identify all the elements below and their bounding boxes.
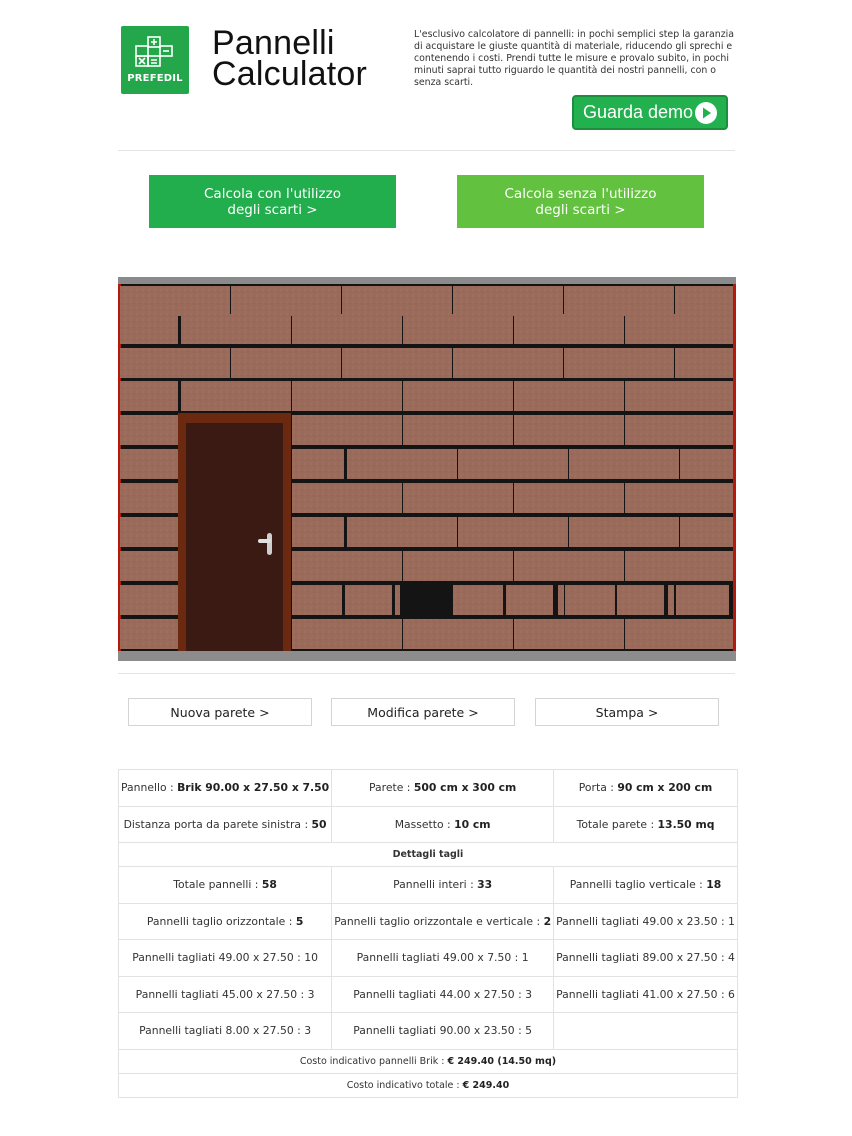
wall-top-edge bbox=[118, 277, 736, 285]
brick-panel bbox=[625, 381, 733, 411]
brick-panel bbox=[558, 585, 564, 615]
brick-panel bbox=[458, 517, 568, 547]
brick-panel bbox=[668, 585, 674, 615]
brick-panel bbox=[292, 619, 402, 649]
wall-divider bbox=[118, 673, 735, 674]
header-divider bbox=[118, 150, 735, 151]
brick-panel bbox=[395, 585, 400, 615]
total-panels-cell: Totale pannelli : 58 bbox=[119, 867, 332, 904]
wall-size-cell: Parete : 500 cm x 300 cm bbox=[332, 770, 554, 807]
brick-panel bbox=[231, 348, 341, 378]
cut-size-cell: Pannelli tagliati 44.00 x 27.50 : 3 bbox=[332, 976, 554, 1013]
brick-panel bbox=[231, 286, 341, 316]
empty-cell bbox=[554, 1013, 738, 1050]
watch-demo-label: Guarda demo bbox=[583, 102, 694, 122]
brick-panel bbox=[514, 415, 624, 445]
brick-panel bbox=[292, 517, 344, 547]
table-row bbox=[119, 1073, 738, 1097]
cut-details-heading: Dettagli tagli bbox=[119, 843, 738, 867]
door-handle bbox=[267, 533, 272, 555]
brick-panel bbox=[625, 551, 733, 581]
brick-panel bbox=[680, 517, 733, 547]
brick-panel bbox=[120, 551, 178, 581]
wall-right-edge bbox=[733, 284, 736, 651]
brick-panel bbox=[292, 314, 402, 344]
brick-panel bbox=[569, 517, 679, 547]
cut-size-cell: Pannelli tagliati 8.00 x 27.50 : 3 bbox=[119, 1013, 332, 1050]
brick-panel bbox=[181, 314, 291, 344]
brick-panel bbox=[120, 619, 178, 649]
total-cost-cell: Costo indicativo totale : € 249.40 bbox=[119, 1073, 738, 1097]
screed-floor bbox=[118, 651, 736, 661]
brick-panel bbox=[514, 551, 624, 581]
brick-panel bbox=[676, 585, 729, 615]
door-handle-lever bbox=[258, 539, 271, 543]
cut-size-cell: Pannelli tagliati 49.00 x 27.50 : 10 bbox=[119, 940, 332, 977]
horizontal-cut-cell: Pannelli taglio orizzontale : 5 bbox=[119, 903, 332, 940]
new-wall-button[interactable]: Nuova parete > bbox=[128, 698, 312, 726]
screed-cell: Massetto : 10 cm bbox=[332, 806, 554, 843]
cut-size-cell: Pannelli tagliati 90.00 x 23.50 : 5 bbox=[332, 1013, 554, 1050]
title-line-1: Pannelli bbox=[212, 24, 335, 62]
brick-panel bbox=[565, 585, 615, 615]
total-wall-cell: Totale parete : 13.50 mq bbox=[554, 806, 738, 843]
brick-panel bbox=[120, 415, 178, 445]
brick-panel bbox=[506, 585, 553, 615]
table-row bbox=[119, 940, 738, 977]
cut-size-cell: Pannelli tagliati 45.00 x 27.50 : 3 bbox=[119, 976, 332, 1013]
calculator-icon bbox=[135, 36, 175, 68]
table-row bbox=[119, 903, 738, 940]
brick-panel bbox=[564, 348, 674, 378]
vertical-cut-cell: Pannelli taglio verticale : 18 bbox=[554, 867, 738, 904]
cut-size-cell: Pannelli tagliati 89.00 x 27.50 : 4 bbox=[554, 940, 738, 977]
brick-panel bbox=[120, 286, 230, 316]
both-cut-cell: Pannelli taglio orizzontale e verticale : 2 bbox=[332, 903, 554, 940]
brick-panel bbox=[120, 585, 178, 615]
edit-wall-button[interactable]: Modifica parete > bbox=[331, 698, 515, 726]
brick-panel bbox=[292, 551, 402, 581]
brick-panel bbox=[120, 449, 178, 479]
brick-panel bbox=[617, 585, 664, 615]
brick-panel bbox=[403, 314, 513, 344]
intro-description: L'esclusivo calcolatore di pannelli: in pochi semplici step la garanzia di acquistare le giuste quantità di materiale, riducendo gli sprechi e contenendo i costi. Prendi tutte le misure e provalo subito, in pochi minuti saprai tutto riguardo le quantità dei nostri pannelli, con o senza scarti. bbox=[414, 29, 734, 88]
brick-panel bbox=[453, 585, 503, 615]
brick-panel bbox=[292, 483, 402, 513]
brick-panel bbox=[292, 415, 402, 445]
brick-panel bbox=[403, 415, 513, 445]
brick-panel bbox=[675, 348, 733, 378]
brick-panel bbox=[120, 517, 178, 547]
table-row bbox=[119, 976, 738, 1013]
brick-panel bbox=[625, 483, 733, 513]
page-title bbox=[212, 24, 368, 93]
brick-panel bbox=[680, 449, 733, 479]
brick-panel bbox=[453, 348, 563, 378]
prefedil-logo bbox=[121, 26, 189, 94]
table-row bbox=[119, 843, 738, 867]
brick-panel bbox=[120, 483, 178, 513]
brick-panel bbox=[347, 517, 457, 547]
table-row bbox=[119, 806, 738, 843]
brick-panel bbox=[514, 619, 624, 649]
brick-panel bbox=[625, 415, 733, 445]
brick-panel bbox=[453, 286, 563, 316]
cut-size-cell: Pannelli tagliati 49.00 x 23.50 : 1 bbox=[554, 903, 738, 940]
whole-panels-cell: Pannelli interi : 33 bbox=[332, 867, 554, 904]
wall-preview bbox=[118, 277, 736, 661]
brick-panel bbox=[292, 381, 402, 411]
calculate-with-scraps-button[interactable]: Calcola con l'utilizzo degli scarti > bbox=[149, 175, 396, 228]
brick-panel bbox=[403, 551, 513, 581]
table-row bbox=[119, 1013, 738, 1050]
brick-panel bbox=[292, 449, 344, 479]
brick-panel bbox=[120, 314, 178, 344]
brick-panel bbox=[292, 585, 342, 615]
table-row bbox=[119, 770, 738, 807]
brick-panel bbox=[514, 483, 624, 513]
brick-panel bbox=[120, 381, 178, 411]
logo-label: PREFEDIL bbox=[127, 73, 183, 84]
brick-panel bbox=[403, 619, 513, 649]
brick-panel bbox=[181, 381, 291, 411]
table-row bbox=[119, 1049, 738, 1073]
calculate-without-scraps-button[interactable]: Calcola senza l'utilizzo degli scarti > bbox=[457, 175, 704, 228]
brick-panel bbox=[345, 585, 392, 615]
brick-panel bbox=[625, 619, 733, 649]
door-size-cell: Porta : 90 cm x 200 cm bbox=[554, 770, 738, 807]
brick-panel bbox=[403, 483, 513, 513]
door-distance-cell: Distanza porta da parete sinistra : 50 bbox=[119, 806, 332, 843]
brick-panel bbox=[342, 348, 452, 378]
brick-panel bbox=[514, 314, 624, 344]
title-line-2: Calculator bbox=[212, 55, 368, 93]
brick-panel bbox=[569, 449, 679, 479]
cut-size-cell: Pannelli tagliati 49.00 x 7.50 : 1 bbox=[332, 940, 554, 977]
watch-demo-button[interactable] bbox=[572, 95, 728, 130]
brik-cost-cell: Costo indicativo pannelli Brik : € 249.40 (14.50 mq) bbox=[119, 1049, 738, 1073]
brick-panel bbox=[514, 381, 624, 411]
brick-panel bbox=[403, 381, 513, 411]
brick-panel bbox=[347, 449, 457, 479]
brick-panel bbox=[342, 286, 452, 316]
brick-panel bbox=[675, 286, 733, 316]
print-button[interactable]: Stampa > bbox=[535, 698, 719, 726]
brick-panel bbox=[120, 348, 230, 378]
table-row bbox=[119, 867, 738, 904]
brick-panel bbox=[458, 449, 568, 479]
play-icon bbox=[695, 102, 717, 124]
cut-size-cell: Pannelli tagliati 41.00 x 27.50 : 6 bbox=[554, 976, 738, 1013]
results-table bbox=[118, 769, 738, 1098]
brick-panel bbox=[564, 286, 674, 316]
panel-cell: Pannello : Brik 90.00 x 27.50 x 7.50 bbox=[119, 770, 332, 807]
brick-panel bbox=[625, 314, 733, 344]
